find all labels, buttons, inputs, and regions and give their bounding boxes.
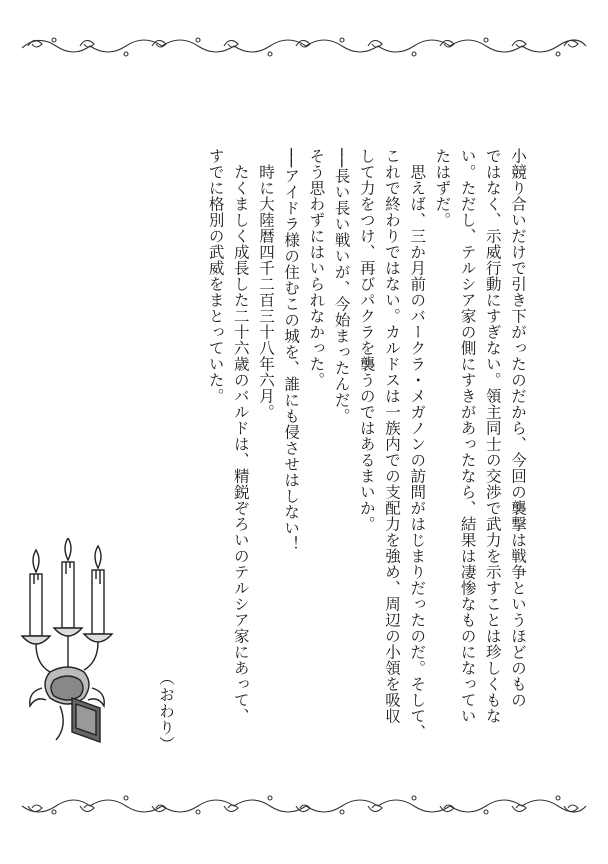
text-line: ではなく、示威行動にすぎない。領主同士の交渉で武力を示すことは珍しくもな [483,148,502,724]
text-line: たはずだ。 [433,148,452,228]
text-line: して力をつけ、再びパクラを襲うのではあるまいか。 [357,148,376,532]
text-line: そう思わずにはいられなかった。 [307,148,326,388]
text-line: たくましく成長した二十六歳のバルドは、精鋭ぞろいのテルシア家にあって、 [231,148,250,724]
main-text [202,148,530,748]
text-line: すでに格別の武威をまとっていた。 [206,148,225,404]
ornamental-border-top [18,28,590,64]
text-line: ──アイドラ様の住むこの城を、誰にも侵させはしない！ [282,148,301,552]
candelabra-icon [12,538,120,750]
ornamental-border-bottom [18,788,590,824]
text-line: い。ただし、テルシア家の側にすきがあったなら、結果は凄惨なものになってい [458,148,477,724]
text-line: ──長い長い戦いが、今始まったんだ。 [332,148,351,424]
text-line: これで終わりではない。カルドスは一族内での支配力を強め、周辺の小領を吸収 [382,148,401,724]
text-line: 小競り合いだけで引き下がったのだから、今回の襲撃は戦争というほどのもの [509,148,527,708]
text-line: 思えば、三か月前のバークラ・メガノンの訪問がはじまりだったのだ。そして、 [408,148,427,740]
ending-mark: （おわり） [157,670,175,753]
text-line: 時に大陸暦四千二百三十八年六月。 [256,148,275,420]
